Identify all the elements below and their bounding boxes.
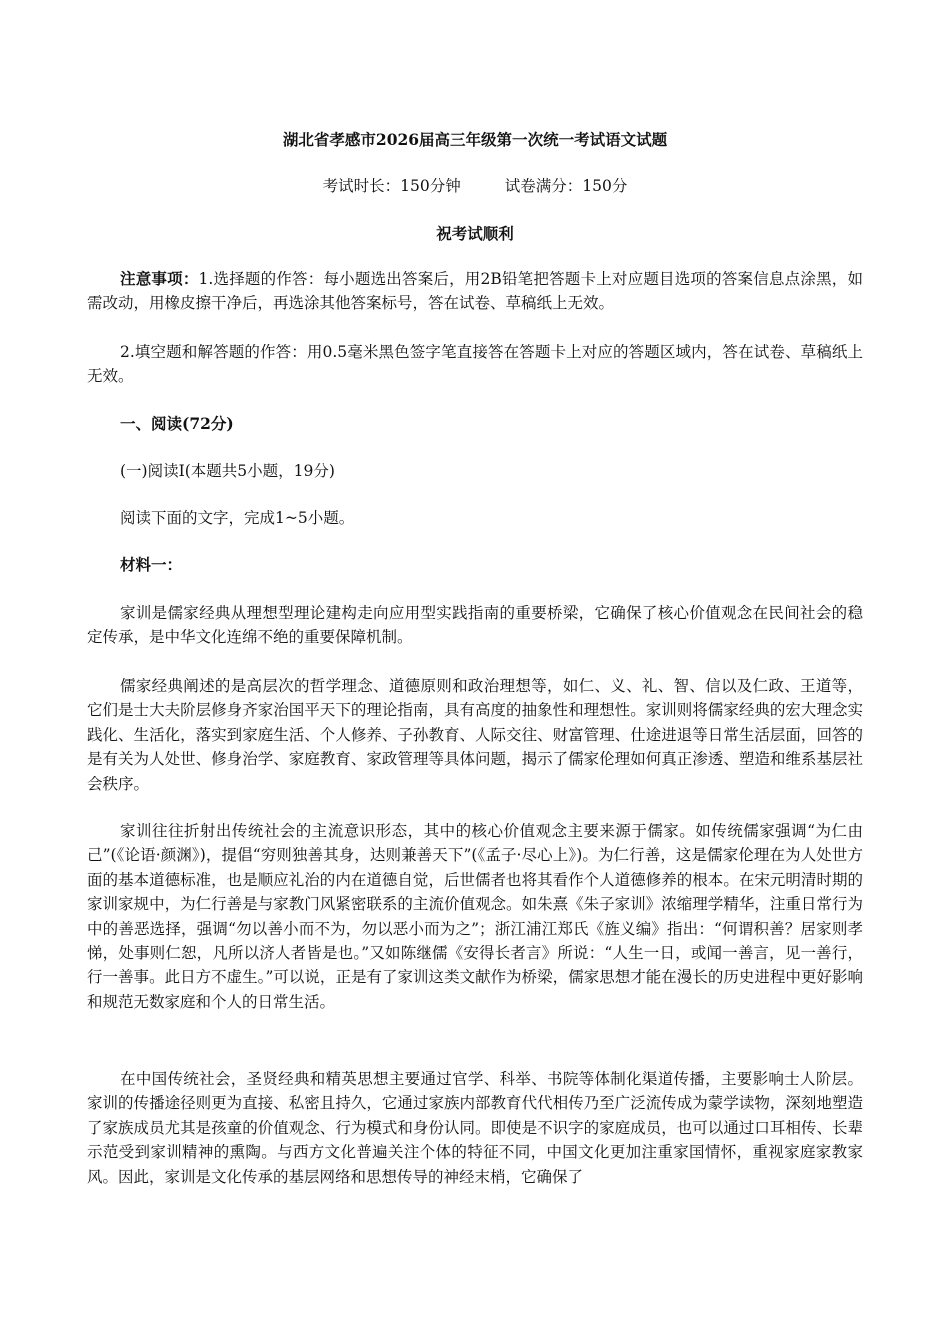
exam-wish: 祝考试顺利 bbox=[436, 224, 514, 243]
notice-item-1-text: 1.选择题的作答：每小题选出答案后，用2B铅笔把答题卡上对应题目选项的答案信息点涂黑，如需改动，用橡皮擦干净后，再选涂其他答案标号，答在试卷、草稿纸上无效。 bbox=[87, 270, 863, 313]
material-label: 材料一： bbox=[120, 555, 183, 574]
exam-duration: 考试时长：150分钟 bbox=[322, 177, 461, 195]
notice-item-1 bbox=[87, 267, 863, 316]
sub-section-heading: (一)阅读Ⅰ(本题共5小题，19分) bbox=[120, 462, 335, 480]
exam-meta bbox=[0, 174, 950, 196]
exam-title: 湖北省孝感市2026届高三年级第一次统一考试语文试题 bbox=[282, 130, 668, 149]
paragraph-1: 家训是儒家经典从理想型理论建构走向应用型实践指南的重要桥梁，它确保了核心价值观念在民间社会的稳定传承，是中华文化连绵不绝的重要保障机制。 bbox=[87, 604, 863, 647]
reading-instruction: 阅读下面的文字，完成1~5小题。 bbox=[120, 509, 355, 527]
section-heading: 一、阅读(72分) bbox=[120, 414, 234, 433]
paragraph-4: 在中国传统社会，圣贤经典和精英思想主要通过官学、科举、书院等体制化渠道传播，主要影响士人阶层。家训的传播途径则更为直接、私密且持久，它通过家族内部教育代代相传乃至广泛流传成为蒙学读物，深刻地塑造了家族成员尤其是孩童的价值观念、行为模式和身份认同。即使是不识字的家庭成员，也可以通过口耳相传、长辈示范受到家训精神的熏陶。与西方文化普遍关注个体的特征不同，中国文化更加注重家国情怀，重视家庭家教家风。因此，家训是文化传承的基层网络和思想传导的神经末梢，它确保了 bbox=[87, 1070, 863, 1186]
paragraph-2: 儒家经典阐述的是高层次的哲学理念、道德原则和政治理想等，如仁、义、礼、智、信以及仁政、王道等，它们是士大夫阶层修身齐家治国平天下的理论指南，具有高度的抽象性和理想性。家训则将儒家经典的宏大理念实践化、生活化，落实到家庭生活、个人修养、子孙教育、人际交往、财富管理、仕途进退等日常生活层面，回答的是有关为人处世、修身治学、家庭教育、家政管理等具体问题，揭示了儒家伦理如何真正渗透、塑造和维系基层社会秩序。 bbox=[87, 677, 863, 793]
notice-label: 注意事项： bbox=[120, 269, 199, 288]
paragraph-3: 家训往往折射出传统社会的主流意识形态，其中的核心价值观念主要来源于儒家。如传统儒家强调“为仁由己”(《论语·颜渊》)，提倡“穷则独善其身，达则兼善天下”(《孟子·尽心上》)。为仁行善，这是儒家伦理在为人处世方面的基本道德标准，也是顺应礼治的内在道德自觉，后世儒者也将其看作个人道德修养的根本。在宋元明清时期的家训家规中，为仁行善是与家教门风紧密联系的主流价值观念。如朱熹《朱子家训》浓缩理学精华，注重日常行为中的善恶选择，强调“勿以善小而不为，勿以恶小而为之”；浙江浦江郑氏《旌义编》指出：“何谓积善？居家则孝悌，处事则仁恕，凡所以济人者皆是也。”又如陈继儒《安得长者言》所说：“人生一日，或闻一善言，见一善行，行一善事。此日方不虚生。”可以说，正是有了家训这类文献作为桥梁，儒家思想才能在漫长的历史进程中更好影响和规范无数家庭和个人的日常生活。 bbox=[87, 822, 863, 1011]
notice-item-2: 2.填空题和解答题的作答：用0.5毫米黑色签字笔直接答在答题卡上对应的答题区域内，答在试卷、草稿纸上无效。 bbox=[87, 343, 863, 386]
exam-full-score: 试卷满分：150分 bbox=[504, 177, 628, 195]
